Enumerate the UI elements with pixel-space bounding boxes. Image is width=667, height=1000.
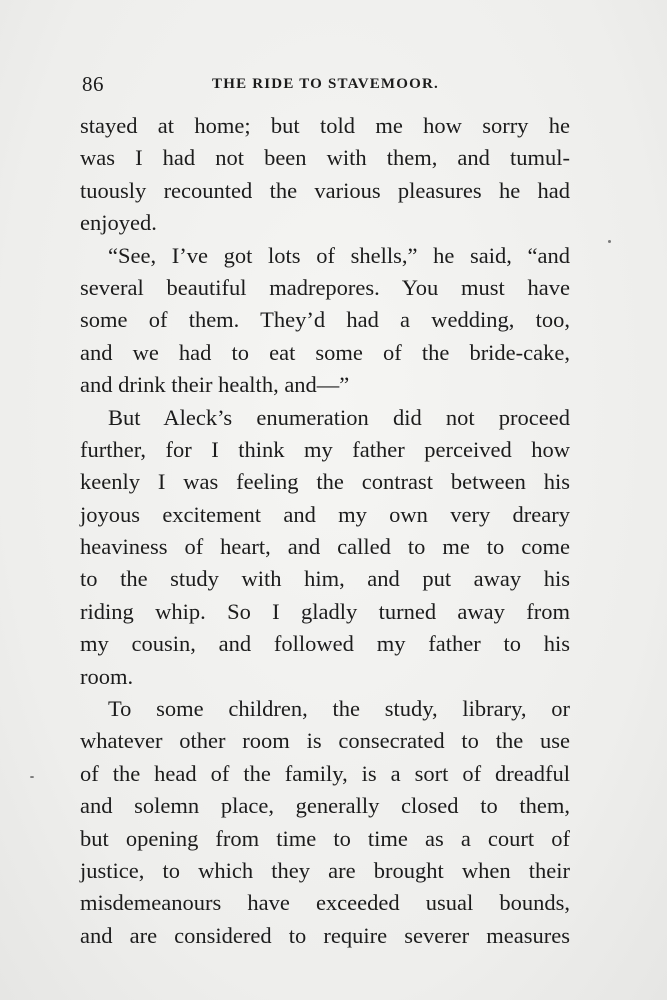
text-line: and are considered to require severer measures	[80, 922, 570, 948]
paper-speck	[608, 240, 611, 243]
text-line: and drink their health, and—”	[80, 372, 350, 398]
text-line: riding whip. So I gladly turned away from	[80, 598, 570, 624]
text-line: of the head of the family, is a sort of dreadful	[80, 760, 570, 786]
text-line: joyous excitement and my own very dreary	[80, 501, 570, 527]
text-line: and solemn place, generally closed to them,	[80, 793, 570, 819]
text-line: and we had to eat some of the bride-cake,	[80, 339, 570, 365]
text-line: keenly I was feeling the contrast between his	[80, 469, 570, 495]
text-line: my cousin, and followed my father to his	[80, 631, 570, 657]
text-line: was I had not been with them, and tumul-	[80, 145, 570, 171]
text-line: whatever other room is consecrated to the use	[80, 728, 570, 754]
text-line: room.	[80, 663, 134, 689]
text-line: tuously recounted the various pleasures he had	[80, 177, 570, 203]
page-number: 86	[82, 72, 104, 96]
text-line: “See, I’ve got lots of shells,” he said, “and	[108, 242, 570, 268]
text-line: to the study with him, and put away his	[80, 566, 570, 592]
text-line: some of them. They’d had a wedding, too,	[80, 307, 570, 333]
text-line: heaviness of heart, and called to me to come	[80, 534, 570, 560]
text-line: further, for I think my father perceived how	[80, 436, 570, 462]
running-title: THE RIDE TO STAVEMOOR.	[212, 76, 440, 92]
text-line: several beautiful madrepores. You must have	[80, 274, 570, 300]
text-line: But Aleck’s enumeration did not proceed	[108, 404, 570, 430]
body-text	[80, 110, 570, 952]
text-line: enjoyed.	[80, 210, 157, 236]
paper-speck	[30, 776, 34, 778]
text-line: To some children, the study, library, or	[108, 696, 570, 722]
text-line: justice, to which they are brought when their	[80, 857, 570, 883]
text-line: but opening from time to time as a court of	[80, 825, 570, 851]
page-header	[80, 72, 570, 98]
text-line: stayed at home; but told me how sorry he	[80, 113, 570, 138]
text-line: misdemeanours have exceeded usual bounds,	[80, 890, 570, 916]
